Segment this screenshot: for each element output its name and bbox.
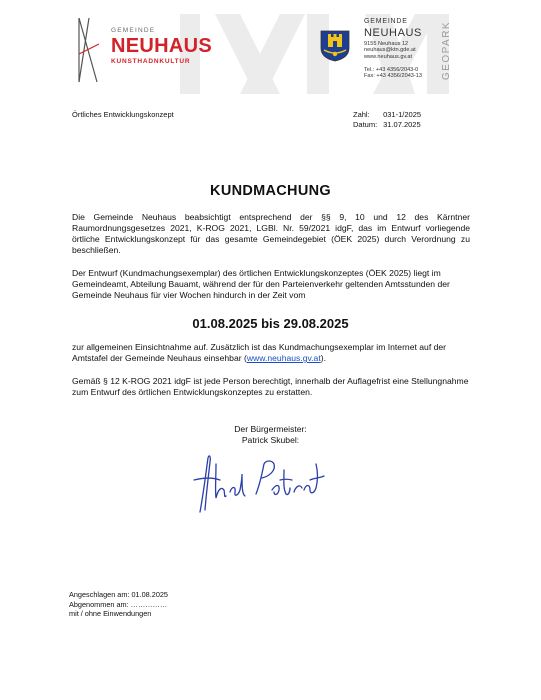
signer-name: Patrick Skubel:	[241, 435, 300, 445]
objections-note: mit / ohne Einwendungen	[69, 609, 152, 619]
posted-date: Angeschlagen am: 01.08.2025	[69, 590, 168, 599]
logo-name: NEUHAUS	[111, 35, 212, 57]
paragraph-online-text: zur allgemeinen Einsichtnahme auf. Zusätzlich ist das Kundmachungsexemplar im Internet auf der Amtstafel der Gemeinde Neuhaus einsehbar (	[72, 342, 447, 363]
zahl-label: Zahl:	[353, 110, 370, 119]
signature-image	[190, 450, 330, 520]
phone-number: Tel.: +43 4356/2043-0	[364, 67, 419, 73]
signer-role: Der Bürgermeister:	[234, 424, 307, 434]
zahl-value: 031-1/2025	[383, 110, 422, 119]
paragraph-display-notice: Der Entwurf (Kundmachungsexemplar) des örtlichen Entwicklungskonzeptes (ÖEK 2025) liegt im Gemeindeamt, Abteilung Bauamt, während der für den Parteienverkehr geltenden Amtsstunden der Gemeinde Neuhaus für vier Wochen hindurch in der Zeit vom	[72, 268, 450, 300]
page-title: KUNDMACHUNG	[210, 183, 331, 199]
website-link[interactable]: www.neuhaus.gv.at	[364, 53, 413, 60]
letterhead-name: NEUHAUS	[364, 27, 422, 39]
document-reference	[353, 110, 421, 129]
letterhead-label: GEMEINDE	[364, 18, 408, 25]
display-period: 01.08.2025 bis 29.08.2025	[192, 316, 349, 331]
geopark-label	[437, 20, 451, 86]
geopark-text: GEOPARK	[441, 20, 453, 81]
address-line: 9155 Neuhaus 12	[364, 41, 409, 47]
handwritten-signature	[190, 450, 330, 525]
letterhead-contact	[364, 67, 422, 80]
paragraph-online-notice	[72, 342, 470, 364]
logo-municipality-label: GEMEINDE	[111, 27, 156, 34]
paragraph-intro: Die Gemeinde Neuhaus beabsichtigt entsprechend der §§ 9, 10 und 12 des Kärntner Raumordnungsgesetzes 2021, K-ROG 2021, LGBl. Nr. 59/2021 idgF, das im Entwurf vorliegende örtliche Entwicklungskonzept für das gesamte Gemeindegebiet (ÖEK 2025) durch Verordnung zu beschließen.	[72, 212, 470, 255]
paragraph-statement-right: Gemäß § 12 K-ROG 2021 idgF ist jede Person berechtigt, innerhalb der Auflagefrist eine Stellungnahme zum Entwurf des örtlichen Entwicklungskonzeptes zu erstatten.	[72, 376, 469, 397]
paragraph-online-end: ).	[320, 353, 326, 363]
signature-block	[0, 424, 541, 446]
coat-of-arms	[320, 30, 350, 67]
crest-icon	[320, 30, 350, 62]
logo-tagline: KUNSTHADNKULTUR	[111, 58, 191, 65]
website-link-body[interactable]: www.neuhaus.gv.at	[246, 353, 321, 363]
email-link[interactable]: neuhaus@ktn.gde.at	[364, 47, 416, 54]
datum-value: 31.07.2025	[383, 119, 421, 129]
fax-number: Fax: +43 4356/2043-13	[364, 73, 423, 80]
removed-date: Abgenommen am: ……………	[69, 599, 168, 609]
letterhead-address	[364, 41, 416, 60]
document-subject: Örtliches Entwicklungskonzept	[72, 110, 174, 119]
posting-record	[69, 590, 168, 619]
datum-label: Datum:	[353, 119, 378, 129]
